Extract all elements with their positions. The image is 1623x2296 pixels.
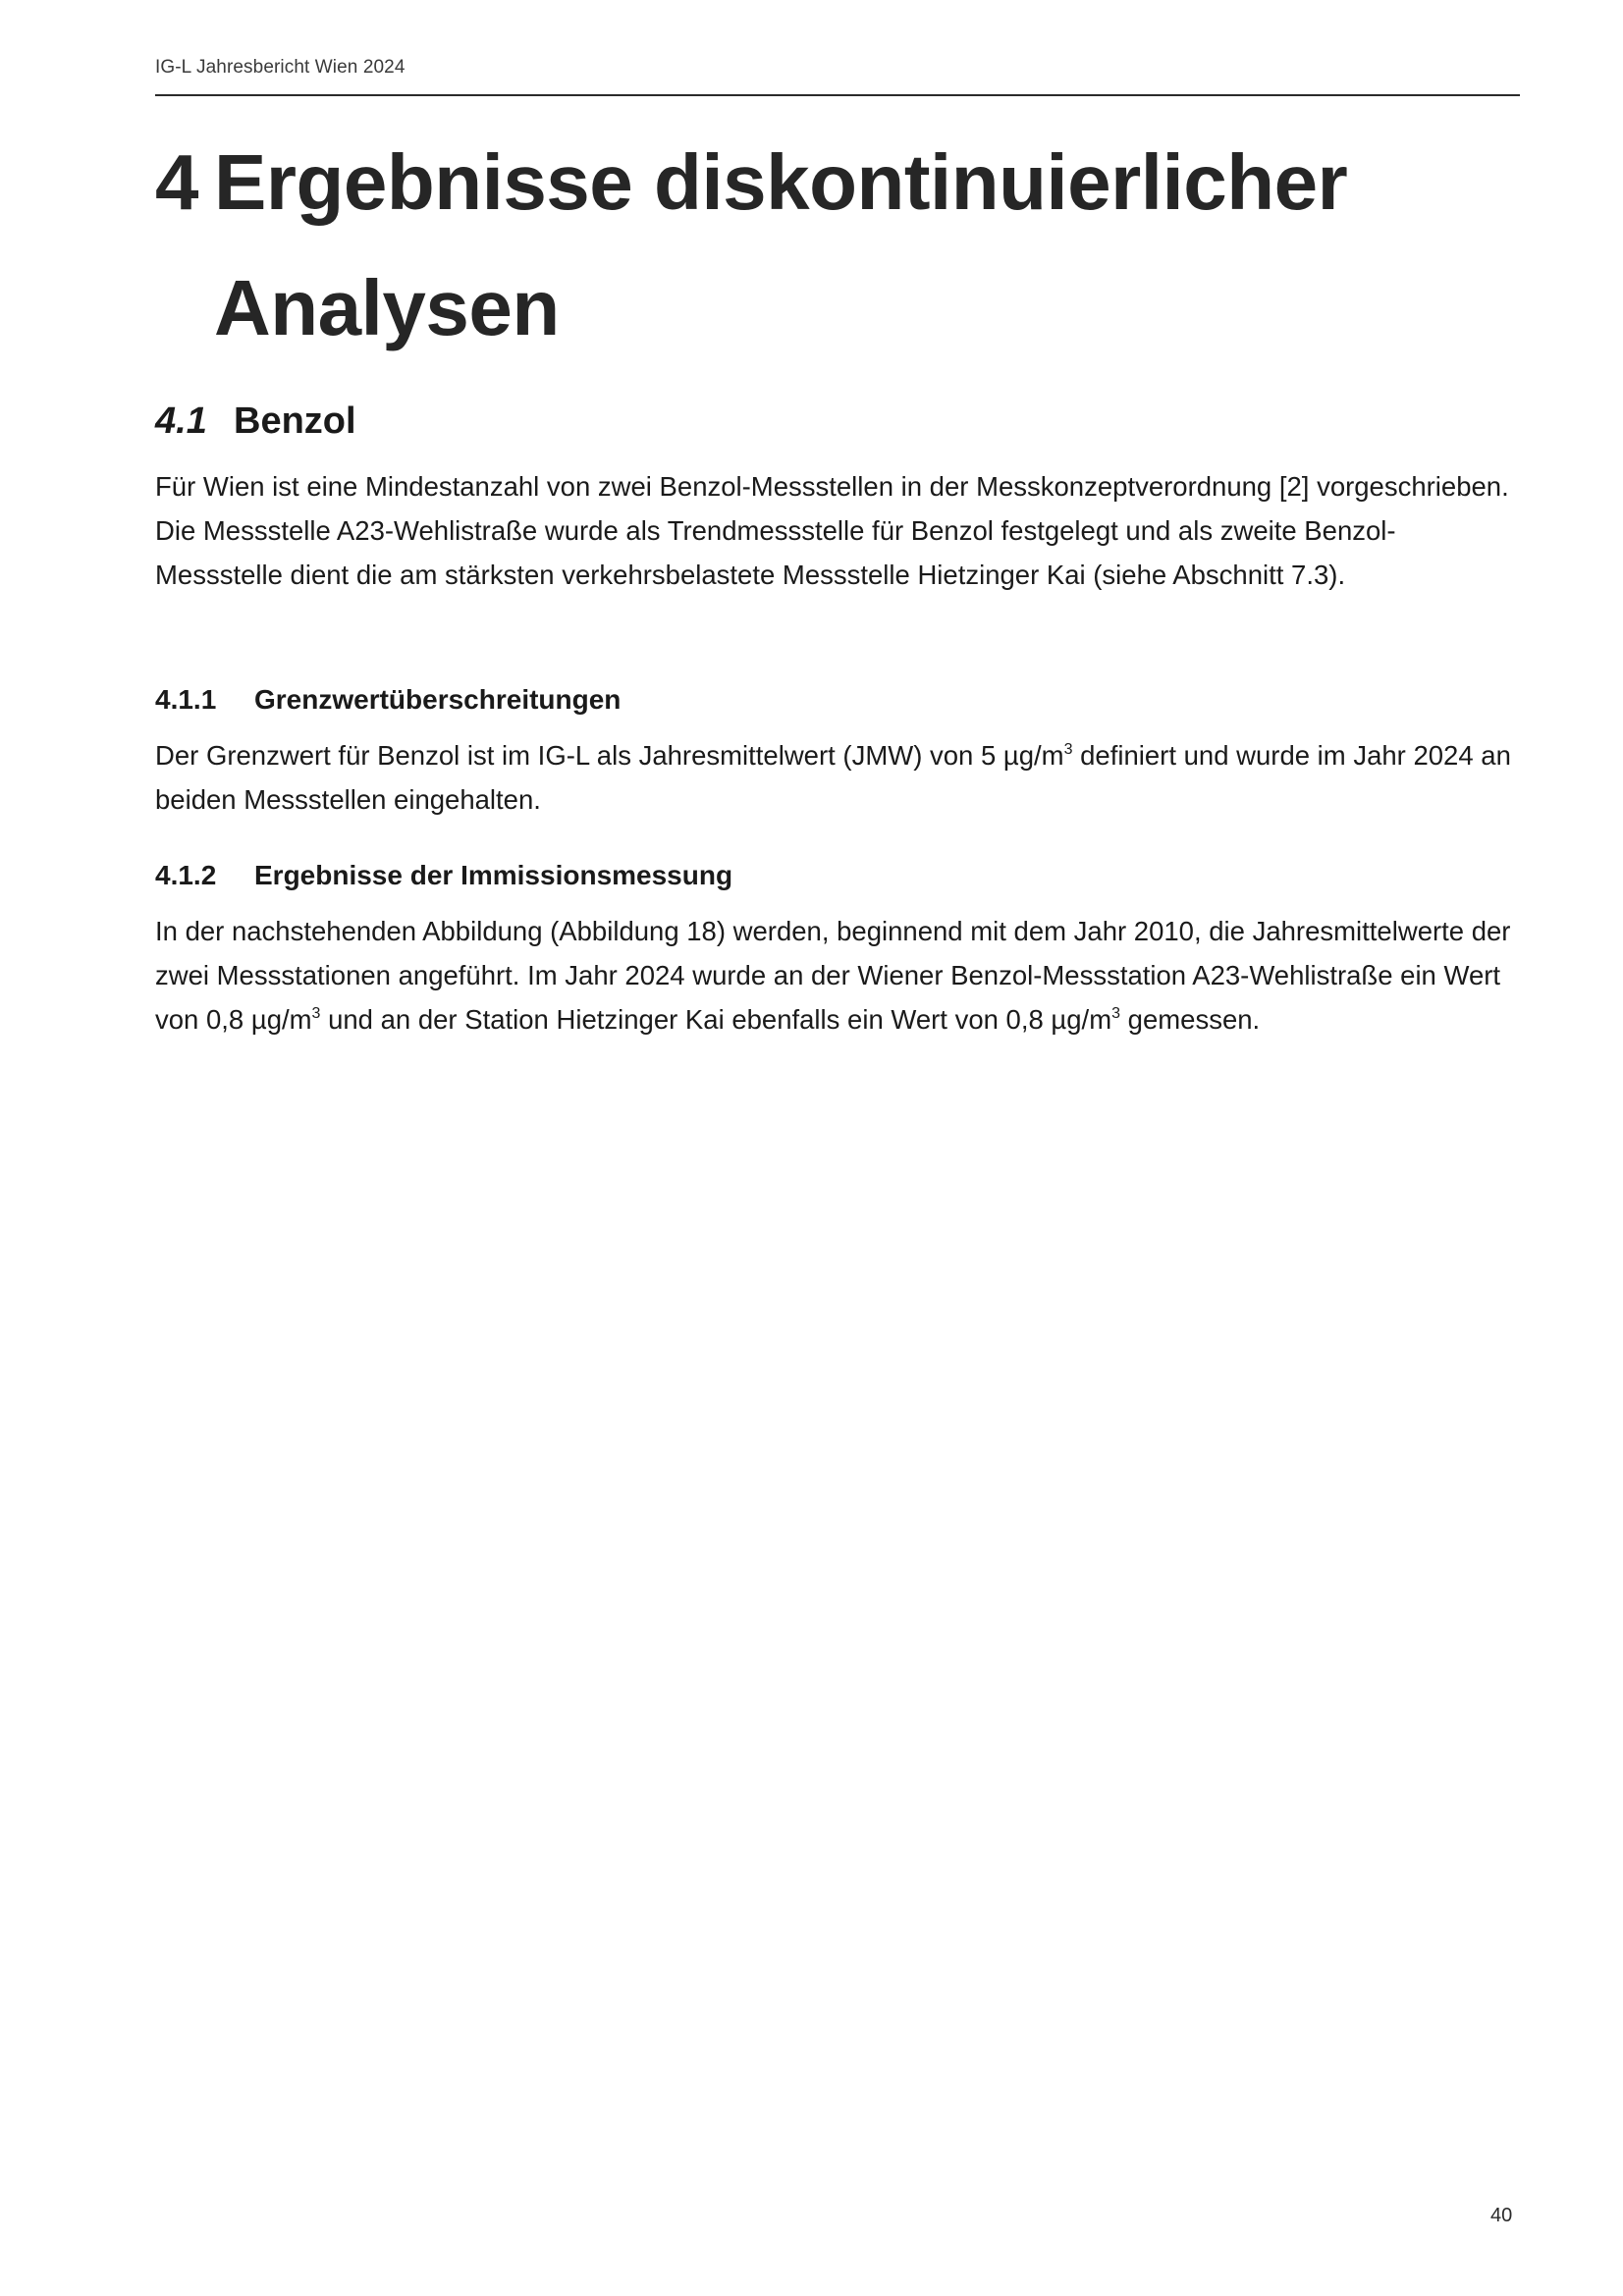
section-number: 4.1 — [155, 400, 207, 442]
paragraph-text: und an der Station Hietzinger Kai ebenfalls ein Wert von 0,8 µg/m — [320, 1004, 1112, 1035]
subsection-heading-grenzwert — [155, 684, 621, 716]
superscript: 3 — [1063, 741, 1073, 758]
chapter-title-line2: Analysen — [214, 264, 560, 351]
chapter-title-line1: Ergebnisse diskontinuierlicher — [214, 138, 1348, 226]
paragraph-text: Der Grenzwert für Benzol ist im IG-L als Jahresmittelwert (JMW) von 5 µg/m — [155, 740, 1064, 771]
page-number: 40 — [1490, 2205, 1513, 2226]
subsection-title: Grenzwertüberschreitungen — [254, 684, 622, 715]
paragraph-text: In der nachstehenden Abbildung (Abbildung 18) werden, beginnend mit dem Jahr 2010, die Jahresmittelwerte der zwei Messstationen angeführt. Im Jahr 2024 wurde an der Wiener Benzol-Messstation A23-Wehlistraße ein Wert von 0,8 µg/m — [155, 916, 1511, 1035]
paragraph-text: gemessen. — [1120, 1004, 1261, 1035]
superscript: 3 — [1111, 1005, 1121, 1022]
subsection-title: Ergebnisse der Immissionsmessung — [254, 860, 733, 890]
subsection-heading-immission — [155, 860, 732, 891]
subsection-number: 4.1.2 — [155, 860, 217, 890]
header-rule — [155, 94, 1520, 96]
chapter-heading — [155, 120, 1520, 371]
section-heading-benzol — [155, 400, 356, 443]
paragraph-grenzwert — [155, 733, 1520, 822]
subsection-number: 4.1.1 — [155, 684, 217, 715]
paragraph-immission — [155, 909, 1520, 1041]
paragraph-benzol-intro: Für Wien ist eine Mindestanzahl von zwei Benzol-Messstellen in der Messkonzeptverordnung [2] vorgeschrieben. Die Messstelle A23-Wehlistraße wurde als Trendmessstelle für Benzol festgelegt und als zweite Benzol-Messstelle dient die am stärksten verkehrsbelastete Messstelle Hietzinger Kai (siehe Abschnitt 7.3). — [155, 471, 1509, 590]
section-title: Benzol — [234, 400, 356, 442]
chapter-number: 4 — [155, 138, 198, 226]
running-header: IG-L Jahresbericht Wien 2024 — [155, 57, 406, 78]
paragraph-text: definiert und wurde im Jahr 2024 an beiden Messstellen eingehalten. — [155, 740, 1511, 815]
superscript: 3 — [311, 1005, 321, 1022]
